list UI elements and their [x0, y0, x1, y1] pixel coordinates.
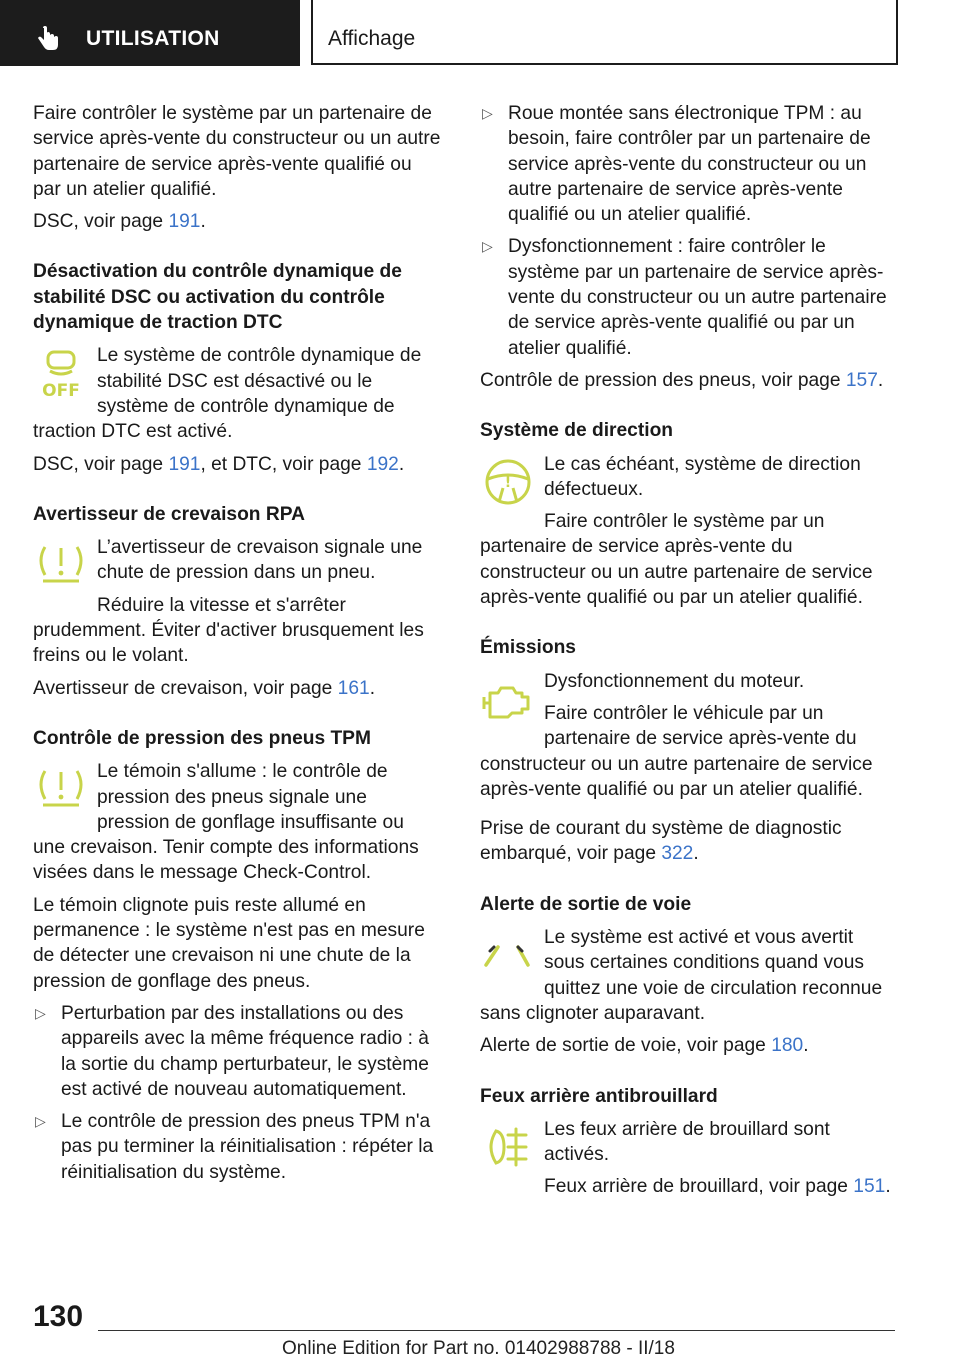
reference-tpm: Contrôle de pression des pneus, voir page 157.: [480, 369, 884, 391]
header-subsection-box: [311, 0, 898, 65]
lane-departure-icon: [478, 925, 544, 991]
engine-check-icon: [478, 669, 544, 735]
paragraph: Réduire la vitesse et s'arrêter prudemment. Éviter d'activer brusquement les freins ou le volant.: [33, 594, 424, 667]
dsc-off-icon: [31, 343, 97, 409]
page-link[interactable]: 191: [168, 211, 201, 233]
page-link[interactable]: 192: [366, 453, 399, 475]
page-link[interactable]: 161: [337, 677, 370, 699]
reference-dsc-dtc: DSC, voir page 191, et DTC, voir page 192.: [33, 453, 405, 475]
reference-diagnostic: Prise de courant du système de diagnostic embarqué, voir page 322.: [480, 818, 842, 865]
heading-lane-departure: Alerte de sortie de voie: [480, 893, 692, 915]
heading-rear-fog: Feux arrière antibrouillard: [480, 1085, 718, 1107]
reference-dsc: DSC, voir page 191.: [33, 211, 206, 233]
paragraph: Le cas échéant, système de direction défectueux.: [544, 453, 861, 500]
heading-rpa: Avertisseur de crevaison RPA: [33, 503, 305, 525]
right-column: [480, 101, 895, 1207]
section-title: UTILISATION: [86, 27, 220, 50]
page-link[interactable]: 151: [853, 1176, 886, 1198]
bullet-triangle-icon: ▷: [482, 105, 493, 121]
list-item: ▷ Le contrôle de pression des pneus TPM n'a pas pu terminer la réinitialisation : répéter la réinitialisation du système.: [35, 1111, 434, 1183]
heading-steering: Système de direction: [480, 420, 674, 442]
header-section-tab: [0, 0, 300, 66]
paragraph: Le système de contrôle dynamique de stabilité DSC est désactivé ou le système de contrôle dynamique de traction DTC est activé.: [33, 345, 422, 443]
svg-text:OFF: OFF: [42, 381, 80, 402]
paragraph: Faire contrôler le système par un partenaire de service après-vente du constructeur ou un autre partenaire de service après-vente qualifié ou par un atelier qualifié.: [33, 103, 441, 200]
tire-pressure-warning-icon: [31, 535, 97, 601]
paragraph: Faire contrôler le véhicule par un partenaire de service après-vente du constructeur ou un autre partenaire de service après-vente qualifié ou par un atelier qualifié.: [480, 702, 873, 800]
reference-lane: Alerte de sortie de voie, voir page 180.: [480, 1035, 809, 1057]
paragraph: Le témoin s'allume : le contrôle de pression des pneus signale une pression de gonflage insuffisante ou une crevaison. Tenir compte des informations visées dans le message Check-Control.: [33, 761, 419, 884]
heading-dsc: Désactivation du contrôle dynamique de stabilité DSC ou activation du contrôle dynamique de traction DTC: [33, 261, 402, 334]
hand-pointer-icon: [36, 26, 60, 57]
paragraph: Le système est activé et vous avertit sous certaines conditions quand vous quittez une voie de circulation reconnue sans clignoter auparavant.: [480, 927, 883, 1024]
heading-emissions: Émissions: [480, 637, 576, 659]
heading-tpm: Contrôle de pression des pneus TPM: [33, 727, 371, 749]
reference-rpa: Avertisseur de crevaison, voir page 161.: [33, 677, 376, 699]
bullet-triangle-icon: ▷: [482, 238, 493, 255]
paragraph: Les feux arrière de brouillard sont activés.: [544, 1118, 830, 1166]
list-item: ▷ Perturbation par des installations ou des appareils avec la même fréquence radio : à la sortie du champ perturbateur, le système est activé de nouveau automatiquement.: [35, 1002, 429, 1100]
page-link[interactable]: 180: [771, 1035, 804, 1057]
paragraph: Faire contrôler le système par un partenaire de service après-vente du constructeur ou un autre partenaire de service après-vente qualifié ou par un atelier qualifié.: [480, 511, 873, 609]
tire-pressure-warning-icon: [31, 759, 97, 825]
page-link[interactable]: 157: [845, 369, 878, 391]
bullet-triangle-icon: ▷: [35, 1004, 46, 1021]
reference-fog: Feux arrière de brouillard, voir page 151.: [544, 1176, 891, 1198]
steering-warning-icon: [478, 452, 544, 518]
paragraph: Le témoin clignote puis reste allumé en permanence : le système n'est pas en mesure de détecter une crevaison ni une chute de la pression de gonflage des pneus.: [33, 894, 425, 992]
subsection-title: Affichage: [328, 27, 416, 50]
svg-text:!: !: [504, 474, 512, 491]
footer-edition: Online Edition for Part no. 01402988788 - II/18: [282, 1338, 675, 1359]
page-link[interactable]: 191: [168, 453, 201, 475]
paragraph: L’avertisseur de crevaison signale une chute de pression dans un pneu.: [97, 537, 423, 584]
left-column: [33, 101, 441, 1192]
paragraph: Dysfonctionnement du moteur.: [544, 670, 805, 692]
rear-fog-light-icon: [478, 1117, 544, 1183]
list-item: ▷ Dysfonctionnement : faire contrôler le système par un partenaire de service après-vente du constructeur ou un autre partenaire de service après-vente qualifié ou par un atelier qualifié.: [482, 236, 887, 359]
list-item: ▷ Roue montée sans électronique TPM : au besoin, faire contrôler par un partenaire de service après-vente du constructeur ou un autre partenaire de service après-vente qualifié ou un atelier qualifié.: [482, 103, 871, 226]
bullet-triangle-icon: ▷: [35, 1113, 46, 1130]
page-number: 130: [33, 1300, 84, 1333]
footer-divider: [98, 1330, 895, 1331]
page-link[interactable]: 322: [661, 843, 694, 865]
